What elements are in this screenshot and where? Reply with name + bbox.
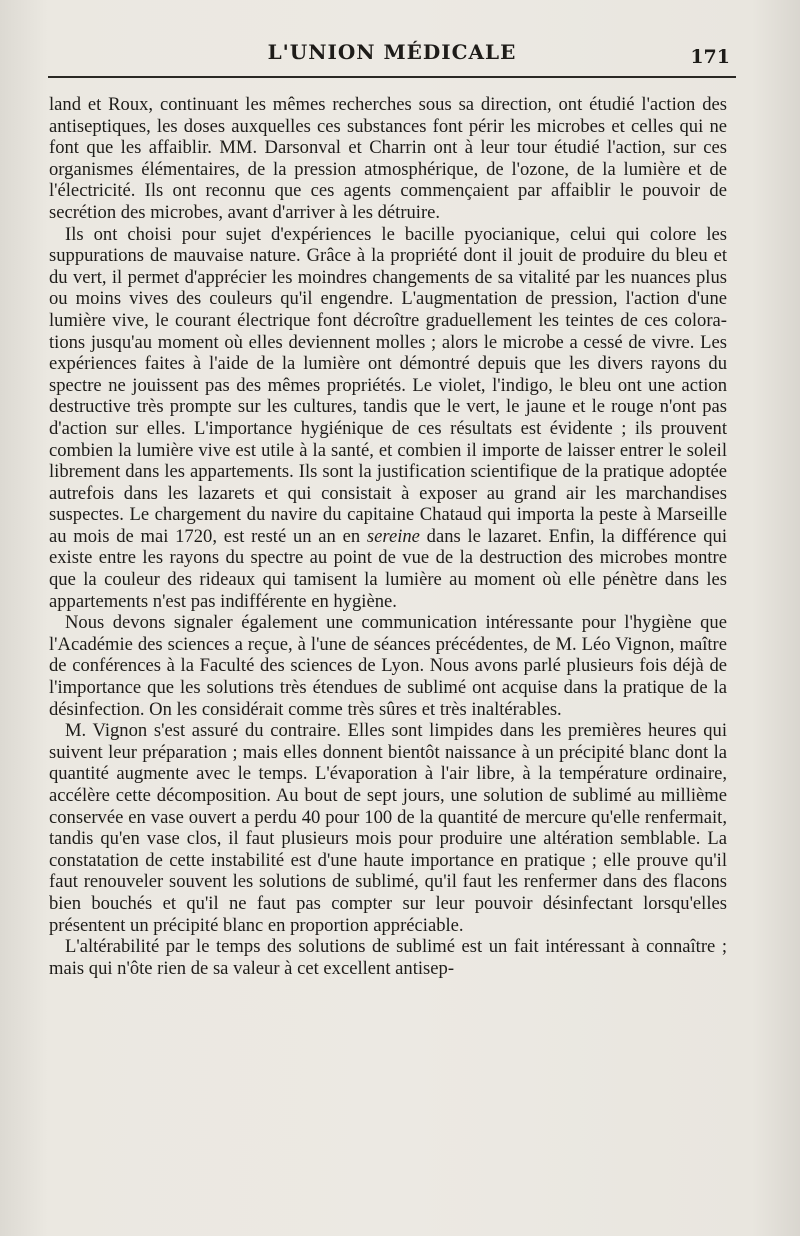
article-body bbox=[49, 94, 727, 979]
paragraph: L'altérabilité par le temps des solutions de sublimé est un fait intéressant à connaître ; mais qui n'ôte rien de sa valeur à cet excellent antisep- bbox=[49, 936, 727, 979]
header-rule bbox=[48, 76, 736, 78]
journal-title: L'UNION MÉDICALE bbox=[267, 40, 517, 64]
page-number: 171 bbox=[690, 46, 730, 68]
paragraph: Nous devons signaler également une communication intéressante pour l'hygiène que l'Académie des sciences a reçue, à l'une de séances précédentes, de M. Léo Vignon, maître de conférences à la Faculté des sciences de Lyon. Nous avons parlé plusieurs fois déjà de l'importance que les solutions très étendues de sublimé ont acquise dans la pratique de la désinfection. On les considérait comme très sûres et très inaltérables. bbox=[49, 612, 727, 720]
paragraph: M. Vignon s'est assuré du contraire. Elles sont limpides dans les premières heures qui suivent leur préparation ; mais elles donnent bientôt naissance à un précipité blanc dont la quantité augmente avec le temps. L'évaporation à l'air libre, à la température ordinaire, accélère cette décomposition. Au bout de sept jours, une solution de sublimé au millième conservée en vase ouvert a perdu 40 pour 100 de la quantité de mercure qu'elle renfermait, tandis qu'en vase clos, il faut plusieurs mois pour produire une altération semblable. La constatation de cette instabilité est d'une haute importance en pratique ; elle prouve qu'il faut renouveler souvent les solutions de sublimé, qu'il faut les renfermer dans des flacons bien bouchés et qu'il ne faut pas compter sur leur pouvoir désinfectant lorsqu'elles présentent un précipité blanc en proportion appréciable. bbox=[49, 720, 727, 936]
italic-word: sereine bbox=[366, 525, 420, 547]
running-header bbox=[48, 40, 736, 72]
paragraph: Ils ont choisi pour sujet d'expériences le bacille pyocianique, celui qui colore les suppurations de mauvaise nature. Grâce à la propriété dont il jouit de produire du bleu et du vert, il permet d'apprécier les moindres changements de sa vitalité par les nuances plus ou moins vives des couleurs qu'il engendre. L'augmentation de pression, l'action d'une lumière vive, le courant électrique font décroître graduellement les teintes de ces colorations jusqu'au moment où elles deviennent molles ; alors le microbe a cessé de vivre. Les expériences faites à l'aide de la lumière ont démontré depuis que les divers rayons du spectre ne jouissent pas des mêmes propriétés. Le violet, l'indigo, le bleu ont une action destructive très prompte sur les cultures, tandis que le vert, le jaune et le rouge n'ont pas d'action sur elles. L'importance hygiénique de ces résultats est évidente ; ils prouvent combien la lumière vive est utile à la santé, et combien il importe de laisser entrer le soleil librement dans les appartements. Ils sont la justification scientifique de la pratique adoptée autrefois dans les lazarets et qui consistait à exposer au grand air les marchandises suspectes. Le chargement du navire du capitaine Chataud qui importa la peste à Marseille au mois de mai 1720, est resté un an en sereine dans le lazaret. Enfin, la différence qui existe entre les rayons du spectre au point de vue de la destruction des microbes montre que la couleur des rideaux qui tamisent la lumière au moment où elle pénètre dans les appartements n'est pas indifférente en hygiène. bbox=[49, 223, 727, 612]
paragraph-continuation: land et Roux, continuant les mêmes recherches sous sa direction, ont étudié l'action des antiseptiques, les doses auxquelles ces substances font périr les microbes et celles qui ne font que les affaiblir. MM. Darsonval et Charrin ont à leur tour étudié l'action, sur ces organismes élémentaires, de la pression atmosphérique, de l'ozone, de la lumière et de l'électricité. Ils ont reconnu que ces agents commençaient par affaiblir le pouvoir de secrétion des microbes, avant d'arriver à les détruire. bbox=[49, 94, 727, 223]
